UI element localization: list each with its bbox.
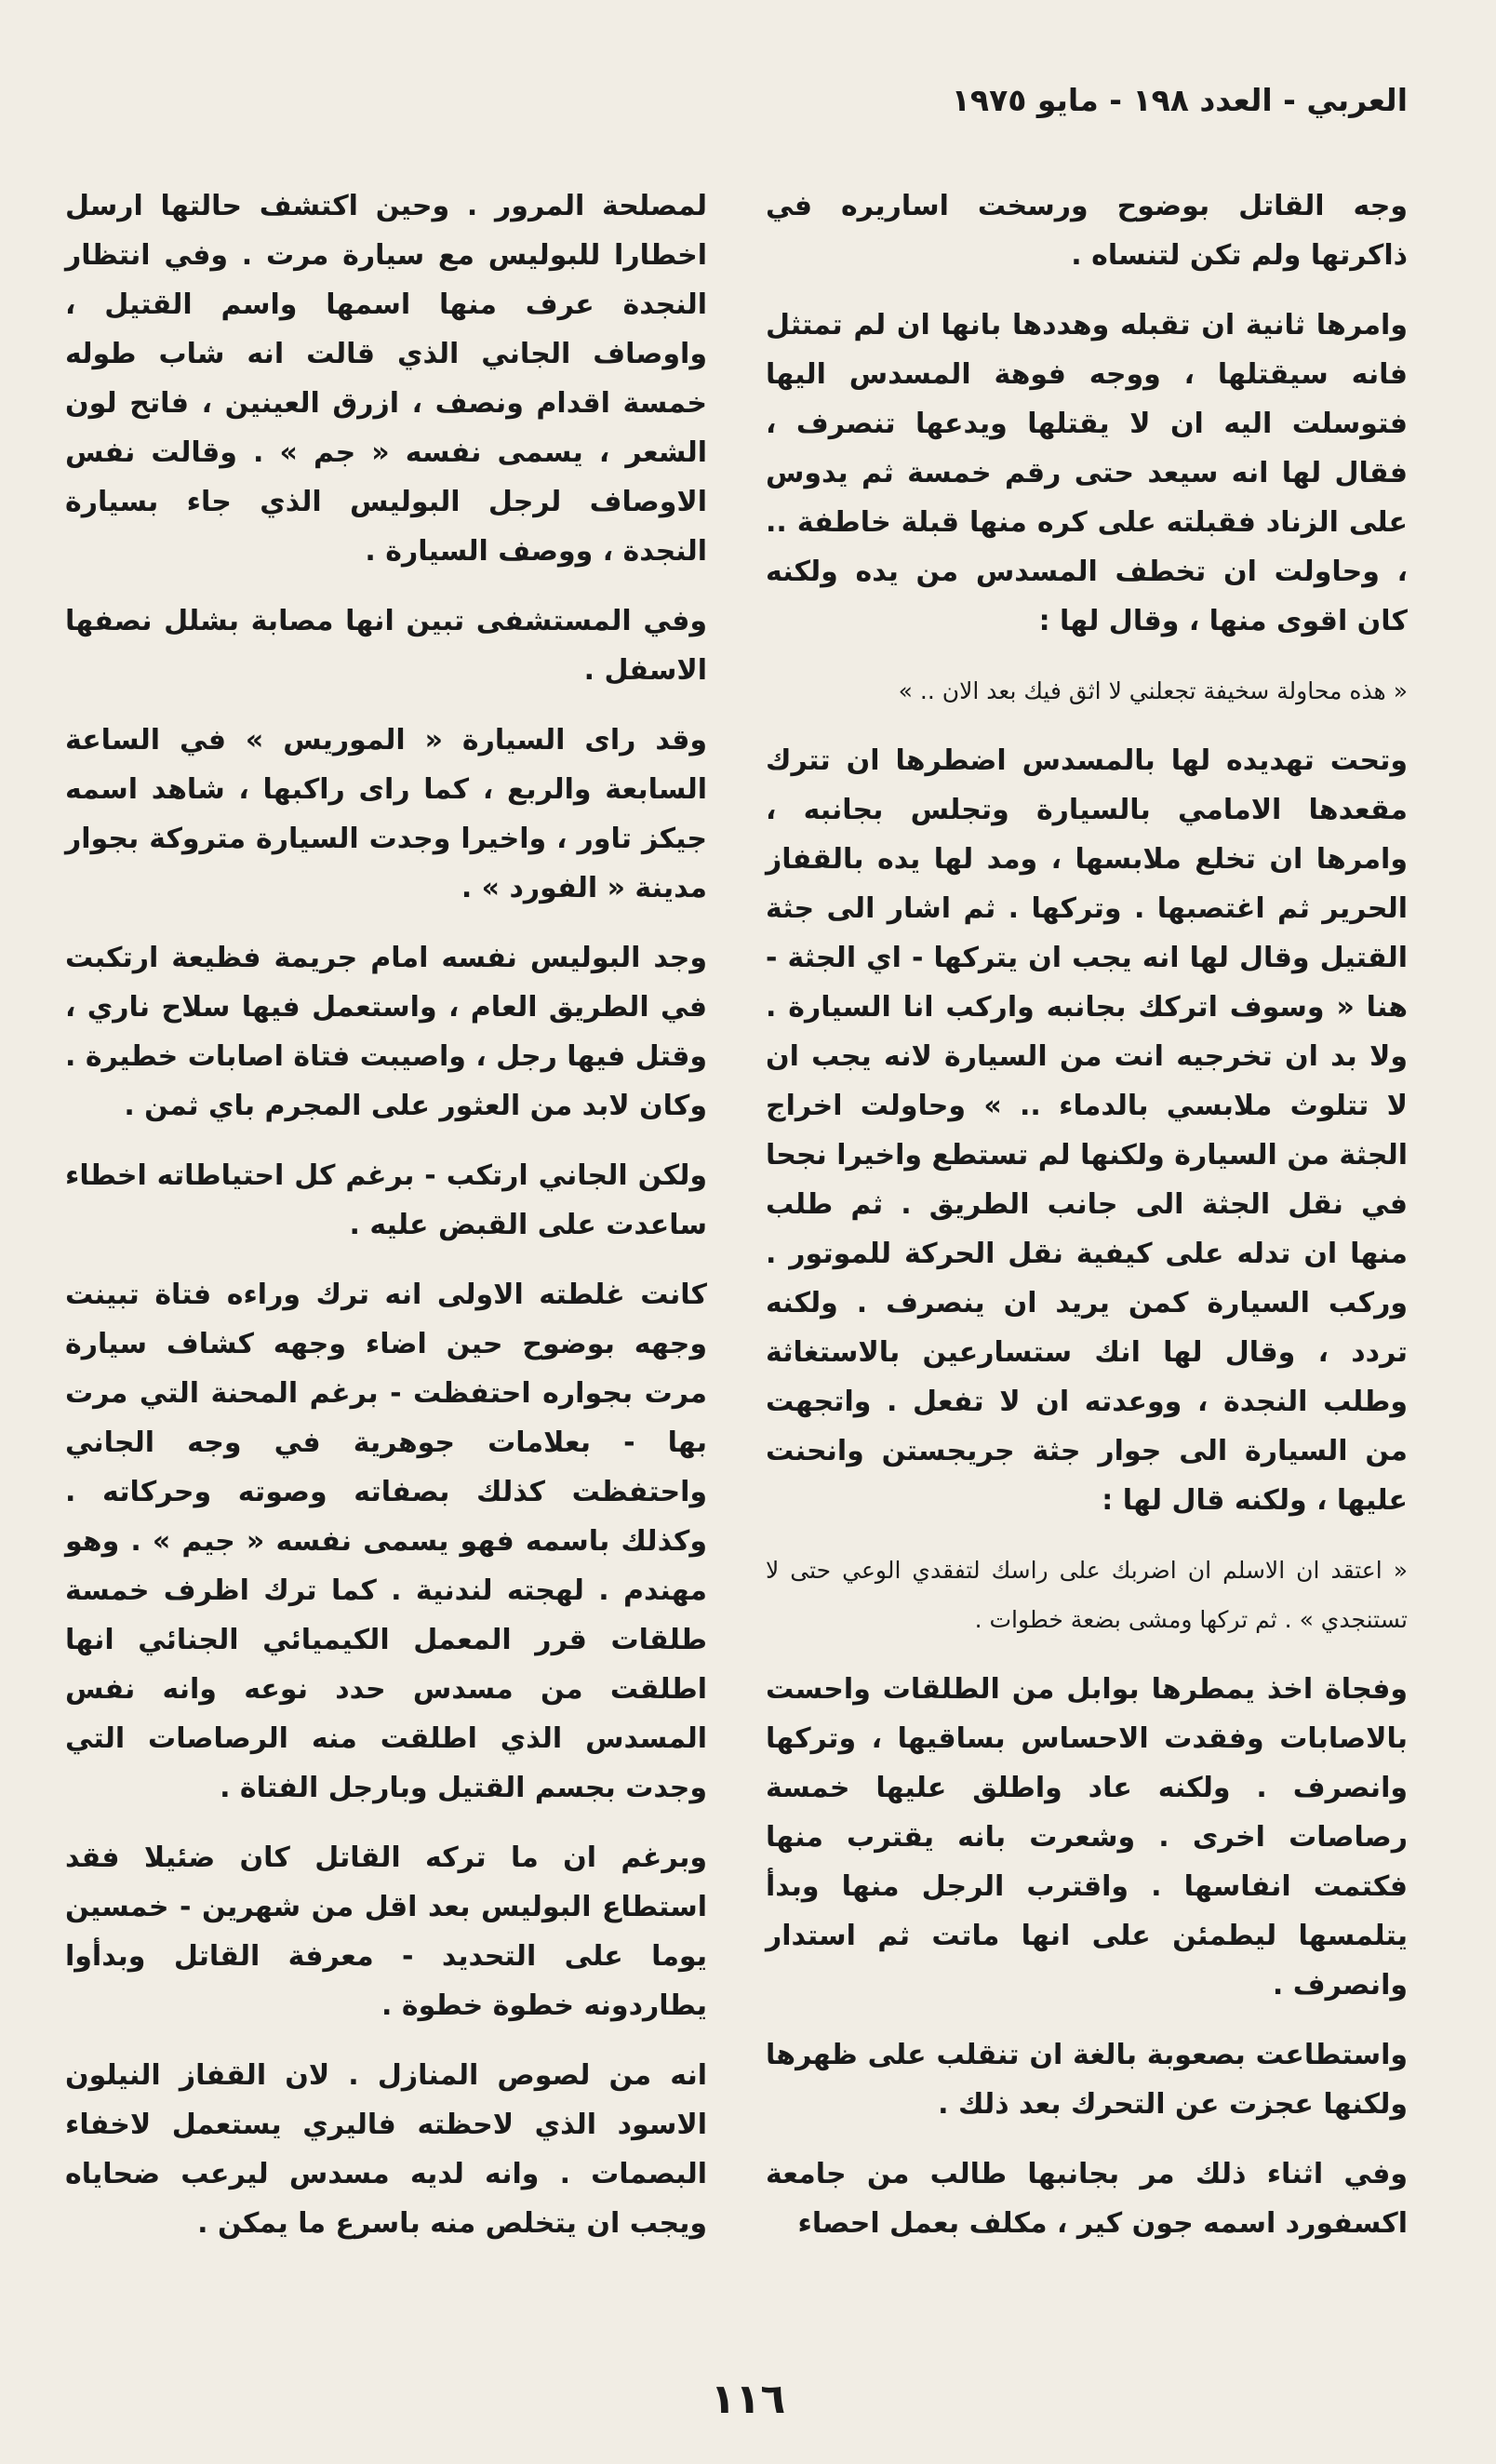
paragraph: وبرغم ان ما تركه القاتل كان ضئيلا فقد استطاع البوليس بعد اقل من شهرين - خمسين يوما على التحديد - معرفة القاتل وبدأوا يطاردونه خطوة خطوة . <box>65 1841 707 2022</box>
paragraph: وجه القاتل بوضوح ورسخت اساريره في ذاكرتها ولم تكن لتنساه . <box>766 190 1408 272</box>
right-column <box>766 181 1408 2269</box>
paragraph: لمصلحة المرور . وحين اكتشف حالتها ارسل اخطارا للبوليس مع سيارة مرت . وفي انتظار النجدة عرف منها اسمها واسم القتيل ، واوصاف الجاني الذي قالت انه شاب طوله خمسة اقدام ونصف ، ازرق العينين ، فاتح لون الشعر ، يسمى نفسه « جم » . وقالت نفس الاوصاف لرجل البوليس الذي جاء بسيارة النجدة ، ووصف السيارة . <box>65 190 707 568</box>
paragraph: وفجاة اخذ يمطرها بوابل من الطلقات واحست بالاصابات وفقدت الاحساس بساقيها ، وتركها وانصرف . ولكنه عاد واطلق عليها خمسة رصاصات اخرى . وشعرت بانه يقترب منها فكتمت انفاسها . واقترب الرجل منها وبدأ يتلمسها ليطمئن على انها ماتت ثم استدار وانصرف . <box>766 1673 1408 2002</box>
left-column <box>65 181 707 2269</box>
paragraph: واستطاعت بصعوبة بالغة ان تنقلب على ظهرها ولكنها عجزت عن التحرك بعد ذلك . <box>766 2039 1408 2121</box>
paragraph: وقد راى السيارة « الموريس » في الساعة السابعة والربع ، كما راى راكبها ، شاهد اسمه جيكز تاور ، واخيرا وجدت السيارة متروكة بجوار مدينة « الفورد » . <box>65 724 707 904</box>
paragraph: وفي اثناء ذلك مر بجانبها طالب من جامعة اكسفورد اسمه جون كير ، مكلف بعمل احصاء <box>766 2158 1408 2240</box>
page-header: العربي - العدد ١٩٨ - مايو ١٩٧٥ <box>951 82 1408 118</box>
quote-paragraph: « هذه محاولة سخيفة تجعلني لا اثق فيك بعد الان .. » <box>898 677 1408 704</box>
paragraph: وجد البوليس نفسه امام جريمة فظيعة ارتكبت في الطريق العام ، واستعمل فيها سلاح ناري ، وقتل فيها رجل ، واصيبت فتاة اصابات خطيرة . وكان لابد من العثور على المجرم باي ثمن . <box>65 942 707 1122</box>
paragraph: ولكن الجاني ارتكب - برغم كل احتياطاته اخطاء ساعدت على القبض عليه . <box>65 1159 707 1241</box>
paragraph: وامرها ثانية ان تقبله وهددها بانها ان لم تمتثل فانه سيقتلها ، ووجه فوهة المسدس اليها فتوسلت اليه ان لا يقتلها ويدعها تنصرف ، فقال لها انه سيعد حتى رقم خمسة ثم يدوس على الزناد فقبلته على كره منها قبلة خاطفة .. ، وحاولت ان تخطف المسدس من يده ولكنه كان اقوى منها ، وقال لها : <box>766 309 1408 637</box>
paragraph: وتحت تهديده لها بالمسدس اضطرها ان تترك مقعدها الامامي بالسيارة وتجلس بجانبه ، وامرها ان تخلع ملابسها ، ومد لها يده بالقفاز الحرير ثم اغتصبها . وتركها . ثم اشار الى جثة القتيل وقال لها انه يجب ان يتركها - اي الجثة - هنا « وسوف اتركك بجانبه واركب انا السيارة . ولا بد ان تخرجيه انت من السيارة لانه يجب ان لا تتلوث ملابسي بالدماء .. » وحاولت اخراج الجثة من السيارة ولكنها لم تستطع واخيرا نجحا في نقل الجثة الى جانب الطريق . ثم طلب منها ان تدله على كيفية نقل الحركة للموتور . وركب السيارة كمن يريد ان ينصرف . ولكنه تردد ، وقال لها انك ستسارعين بالاستغاثة وطلب النجدة ، ووعدته ان لا تفعل . واتجهت من السيارة الى جوار جثة جريجستن وانحنت عليها ، ولكنه قال لها : <box>766 744 1408 1517</box>
quote-paragraph: « اعتقد ان الاسلم ان اضربك على راسك لتفقدي الوعي حتى لا تستنجدي » . ثم تركها ومشى بضعة خطوات . <box>766 1557 1408 1633</box>
paragraph: انه من لصوص المنازل . لان القفاز النيلون الاسود الذي لاحظته فاليري يستعمل لاخفاء البصمات . وانه لديه مسدس ليرعب ضحاياه ويجب ان يتخلص منه باسرع ما يمكن . <box>65 2059 707 2240</box>
paragraph: كانت غلطته الاولى انه ترك وراءه فتاة تبينت وجهه بوضوح حين اضاء وجهه كشاف سيارة مرت بجواره احتفظت - برغم المحنة التي مرت بها - بعلامات جوهرية في وجه الجاني واحتفظت كذلك بصفاته وصوته وحركاته . وكذلك باسمه فهو يسمى نفسه « جيم » . وهو مهندم . لهجته لندنية . كما ترك اظرف خمسة طلقات قرر المعمل الكيميائي الجنائي انها اطلقت من مسدس حدد نوعه وانه نفس المسدس الذي اطلقت منه الرصاصات التي وجدت بجسم القتيل وبارجل الفتاة . <box>65 1279 707 1804</box>
page-number: ١١٦ <box>710 2376 786 2423</box>
paragraph: وفي المستشفى تبين انها مصابة بشلل نصفها الاسفل . <box>65 605 707 687</box>
